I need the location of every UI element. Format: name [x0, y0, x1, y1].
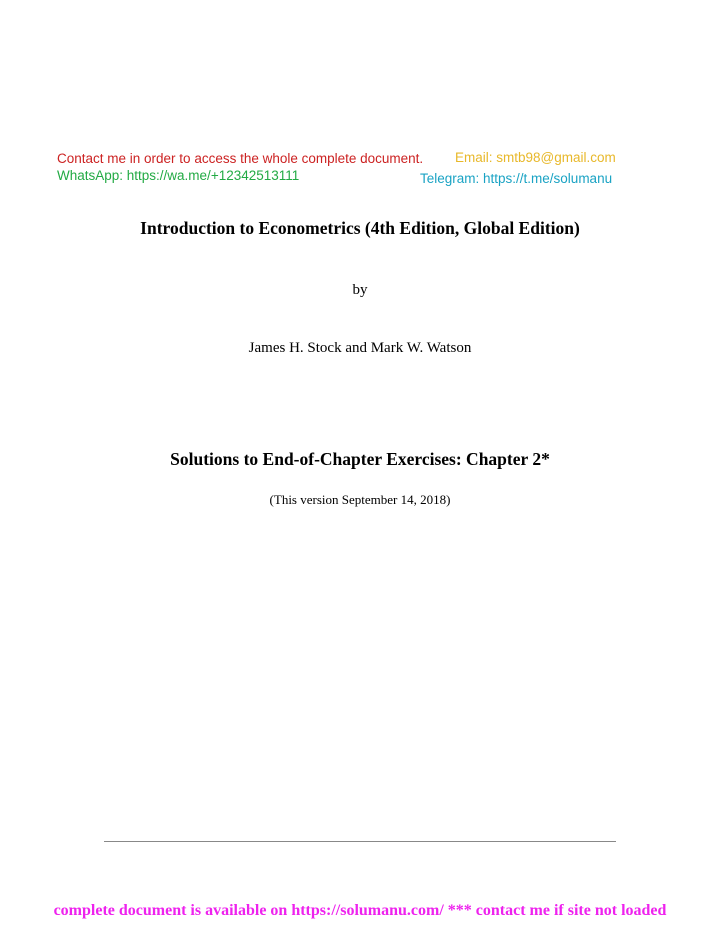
version-date: (This version September 14, 2018) [269, 492, 451, 507]
authors: James H. Stock and Mark W. Watson [248, 340, 472, 356]
footnote-divider [104, 841, 616, 842]
by-line: by [352, 282, 368, 298]
contact-message: Contact me in order to access the whole complete document. [57, 151, 424, 166]
whatsapp-link[interactable]: WhatsApp: https://wa.me/+12342513111 [57, 168, 300, 183]
book-title: Introduction to Econometrics (4th Edition, Global Edition) [140, 218, 580, 238]
email-link[interactable]: Email: smtb98@gmail.com [455, 150, 616, 165]
telegram-link[interactable]: Telegram: https://t.me/solumanu [420, 171, 613, 186]
footer-banner-link[interactable]: complete document is available on https://solumanu.com/ *** contact me if site not loaded [53, 902, 667, 919]
solutions-title: Solutions to End-of-Chapter Exercises: Chapter 2* [170, 449, 550, 469]
